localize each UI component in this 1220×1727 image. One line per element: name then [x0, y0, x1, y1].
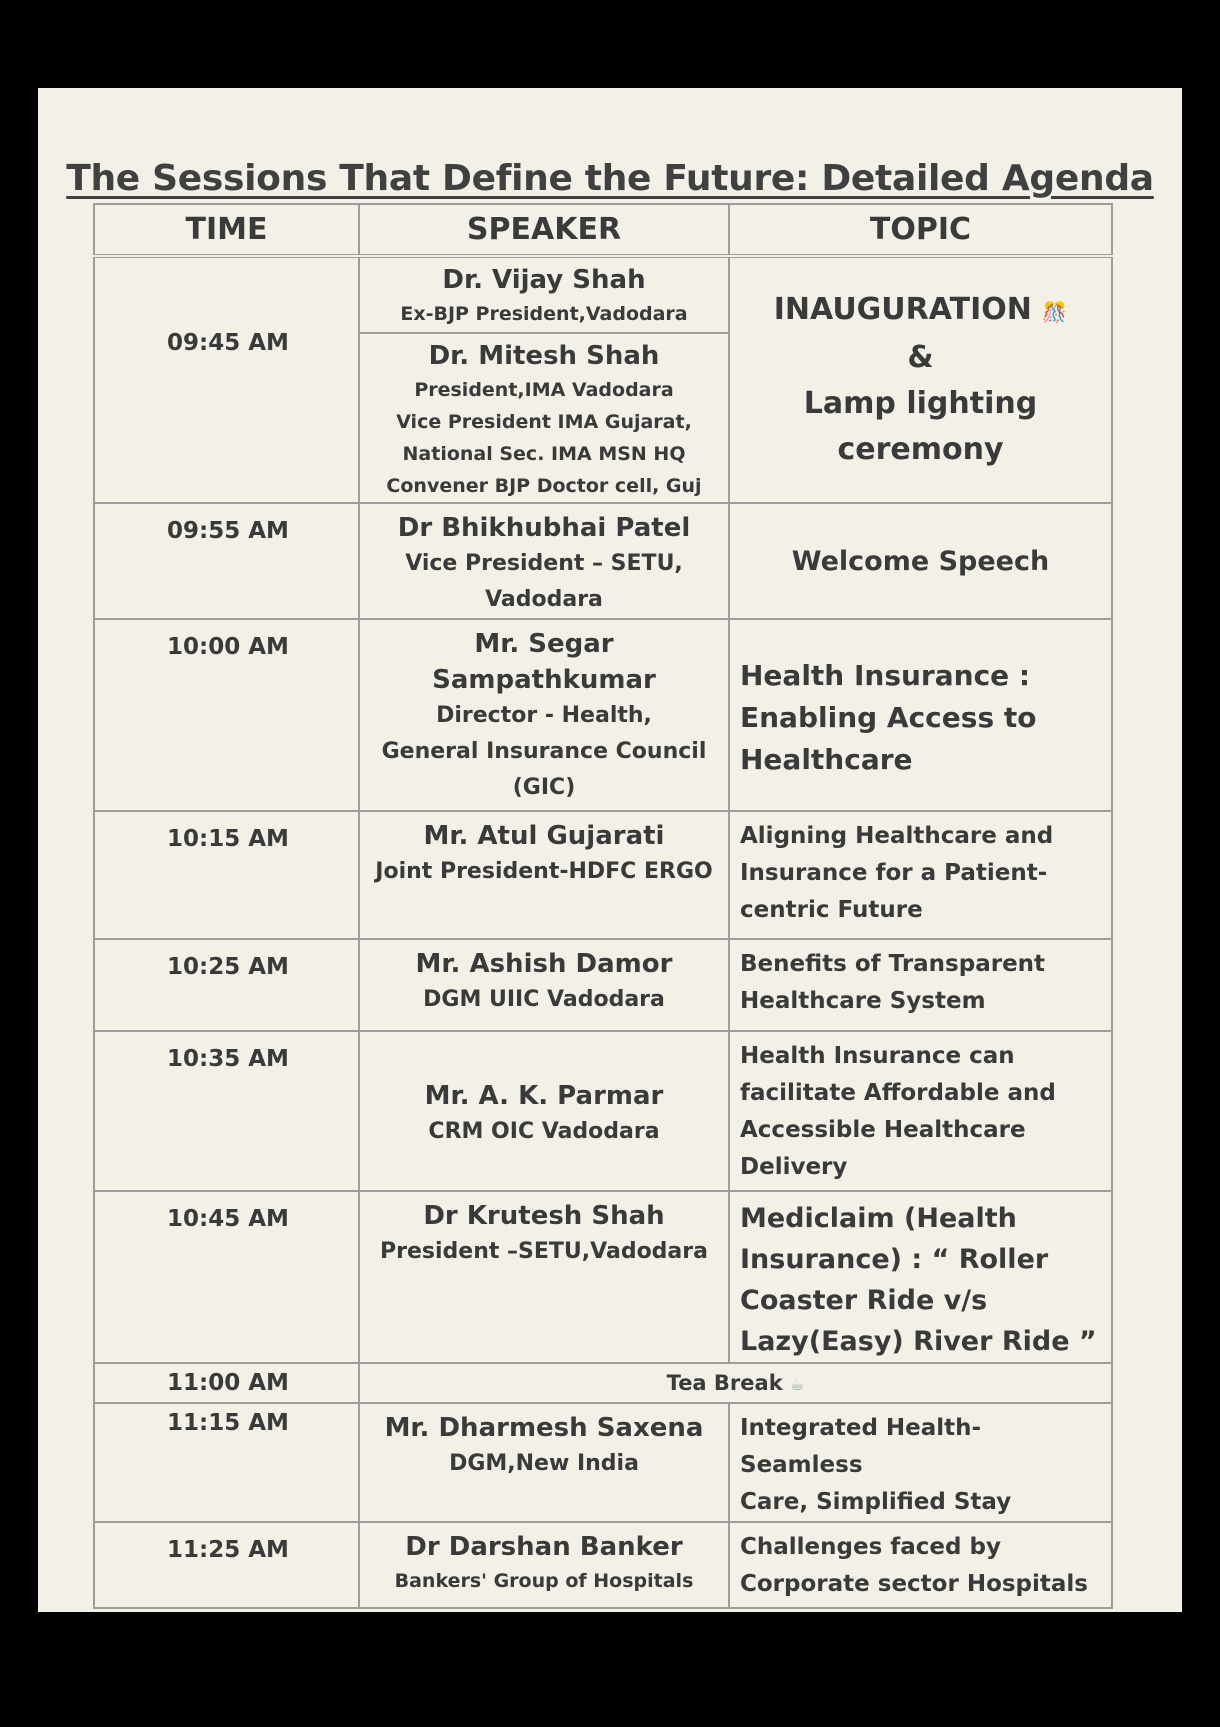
topic-line: & [907, 340, 934, 375]
speaker-role: Vice President IMA Gujarat, [396, 411, 692, 433]
speaker-role: (GIC) [512, 775, 576, 800]
topic-cell [729, 811, 1112, 939]
topic-line: Lamp lighting [803, 386, 1038, 421]
speaker-name: Mr. Segar [474, 629, 614, 659]
speaker-name: Dr Darshan Banker [405, 1532, 683, 1562]
speaker-role: Director - Health, [436, 703, 652, 728]
time-cell: 10:25 AM [94, 939, 359, 1031]
topic-cell [729, 1031, 1112, 1191]
topic-line: Challenges faced by [740, 1534, 1001, 1560]
page-title: The Sessions That Define the Future: Detailed Agenda [66, 158, 1154, 199]
time-cell: 11:15 AM [94, 1403, 359, 1522]
table-row [94, 1522, 1112, 1608]
speaker-cell [359, 1031, 729, 1191]
table-row [94, 811, 1112, 939]
table-row [94, 1191, 1112, 1363]
speaker-name: Mr. Dharmesh Saxena [384, 1413, 704, 1443]
speaker-role: Ex-BJP President,Vadodara [400, 303, 688, 325]
speaker-role: Joint President-HDFC ERGO [375, 859, 713, 884]
topic-line: Insurance) : “ Roller [740, 1244, 1049, 1275]
speaker-role: President,IMA Vadodara [414, 379, 674, 401]
speaker-name: Mr. Ashish Damor [415, 949, 673, 979]
topic-line: Accessible Healthcare [740, 1117, 1026, 1143]
time-cell: 10:00 AM [94, 619, 359, 811]
break-cell [359, 1363, 1112, 1403]
agenda-table [93, 203, 1113, 1609]
topic-line: ceremony [837, 432, 1004, 467]
speaker-role: President –SETU,Vadodara [380, 1239, 708, 1264]
speaker-cell [359, 1522, 729, 1608]
speaker-cell [359, 1403, 729, 1522]
topic-cell [729, 939, 1112, 1031]
table-row [94, 256, 1112, 503]
topic-line: facilitate Affordable and [740, 1080, 1056, 1106]
topic-line: Lazy(Easy) River Ride ” [740, 1326, 1097, 1357]
speaker-name: Sampathkumar [432, 665, 656, 695]
table-row [94, 1403, 1112, 1522]
header-topic: TOPIC [729, 204, 1112, 256]
time-cell: 09:45 AM [94, 256, 359, 503]
topic-line: Healthcare [740, 743, 913, 776]
speaker-name: Dr Krutesh Shah [423, 1201, 665, 1231]
topic-line: INAUGURATION 🎊 [773, 292, 1068, 327]
party-icon: 🎊 [1042, 300, 1068, 324]
header-speaker: SPEAKER [359, 204, 729, 256]
speaker-cell [359, 1191, 729, 1363]
speaker-name: Dr. Mitesh Shah [428, 341, 660, 371]
time-cell: 09:55 AM [94, 503, 359, 619]
time-cell: 10:15 AM [94, 811, 359, 939]
agenda-sheet [38, 88, 1182, 1612]
speaker-role: CRM OIC Vadodara [428, 1119, 660, 1144]
speaker-role: DGM UIIC Vadodara [423, 987, 665, 1012]
speaker-cell [359, 256, 729, 503]
topic-line: Health Insurance can [740, 1043, 1015, 1069]
speaker-cell [359, 503, 729, 619]
speaker-name: Dr. Vijay Shah [442, 265, 646, 295]
topic-line: Health Insurance : [740, 659, 1031, 692]
speaker-role: National Sec. IMA MSN HQ [402, 443, 686, 465]
topic-line: centric Future [740, 897, 923, 923]
speaker-role: Vice President – SETU, [405, 551, 683, 576]
table-row [94, 1363, 1112, 1403]
topic-line: Coaster Ride v/s [740, 1285, 988, 1316]
topic-line: Care, Simplified Stay [740, 1489, 1012, 1515]
table-row [94, 1031, 1112, 1191]
header-time: TIME [94, 204, 359, 256]
break-label: Tea Break [666, 1371, 783, 1395]
time-cell: 11:00 AM [94, 1363, 359, 1403]
topic-line: Corporate sector Hospitals [740, 1571, 1088, 1597]
table-row [94, 503, 1112, 619]
topic-line: Mediclaim (Health [740, 1203, 1017, 1234]
speaker-cell [359, 939, 729, 1031]
speaker-name: Mr. Atul Gujarati [423, 821, 665, 851]
speaker-role: Bankers' Group of Hospitals [394, 1570, 694, 1592]
time-cell: 11:25 AM [94, 1522, 359, 1608]
topic-line: Insurance for a Patient- [740, 860, 1048, 886]
topic-cell [729, 1522, 1112, 1608]
time-cell: 10:45 AM [94, 1191, 359, 1363]
topic-cell: Welcome Speech [729, 503, 1112, 619]
speaker-name: Mr. A. K. Parmar [424, 1081, 664, 1111]
speaker-name: Dr Bhikhubhai Patel [397, 513, 691, 543]
topic-cell [729, 256, 1112, 503]
time-cell: 10:35 AM [94, 1031, 359, 1191]
speaker-role: Vadodara [485, 587, 603, 612]
topic-line: Benefits of Transparent [740, 951, 1046, 977]
table-row [94, 939, 1112, 1031]
header-row [94, 204, 1112, 256]
topic-cell [729, 1191, 1112, 1363]
topic-line: Healthcare System [740, 988, 986, 1014]
topic-cell [729, 1403, 1112, 1522]
cup-icon: ☕ [789, 1375, 805, 1394]
topic-line: Enabling Access to [740, 701, 1037, 734]
topic-line: Delivery [740, 1154, 848, 1180]
speaker-role: General Insurance Council [381, 739, 707, 764]
speaker-cell [359, 811, 729, 939]
speaker-block [359, 262, 729, 334]
topic-line: Integrated Health- Seamless [740, 1415, 982, 1478]
topic-line: Aligning Healthcare and [740, 823, 1054, 849]
table-row [94, 619, 1112, 811]
topic-cell [729, 619, 1112, 811]
speaker-role: Convener BJP Doctor cell, Guj [386, 475, 702, 497]
speaker-cell [359, 619, 729, 811]
speaker-role: DGM,New India [449, 1451, 639, 1476]
